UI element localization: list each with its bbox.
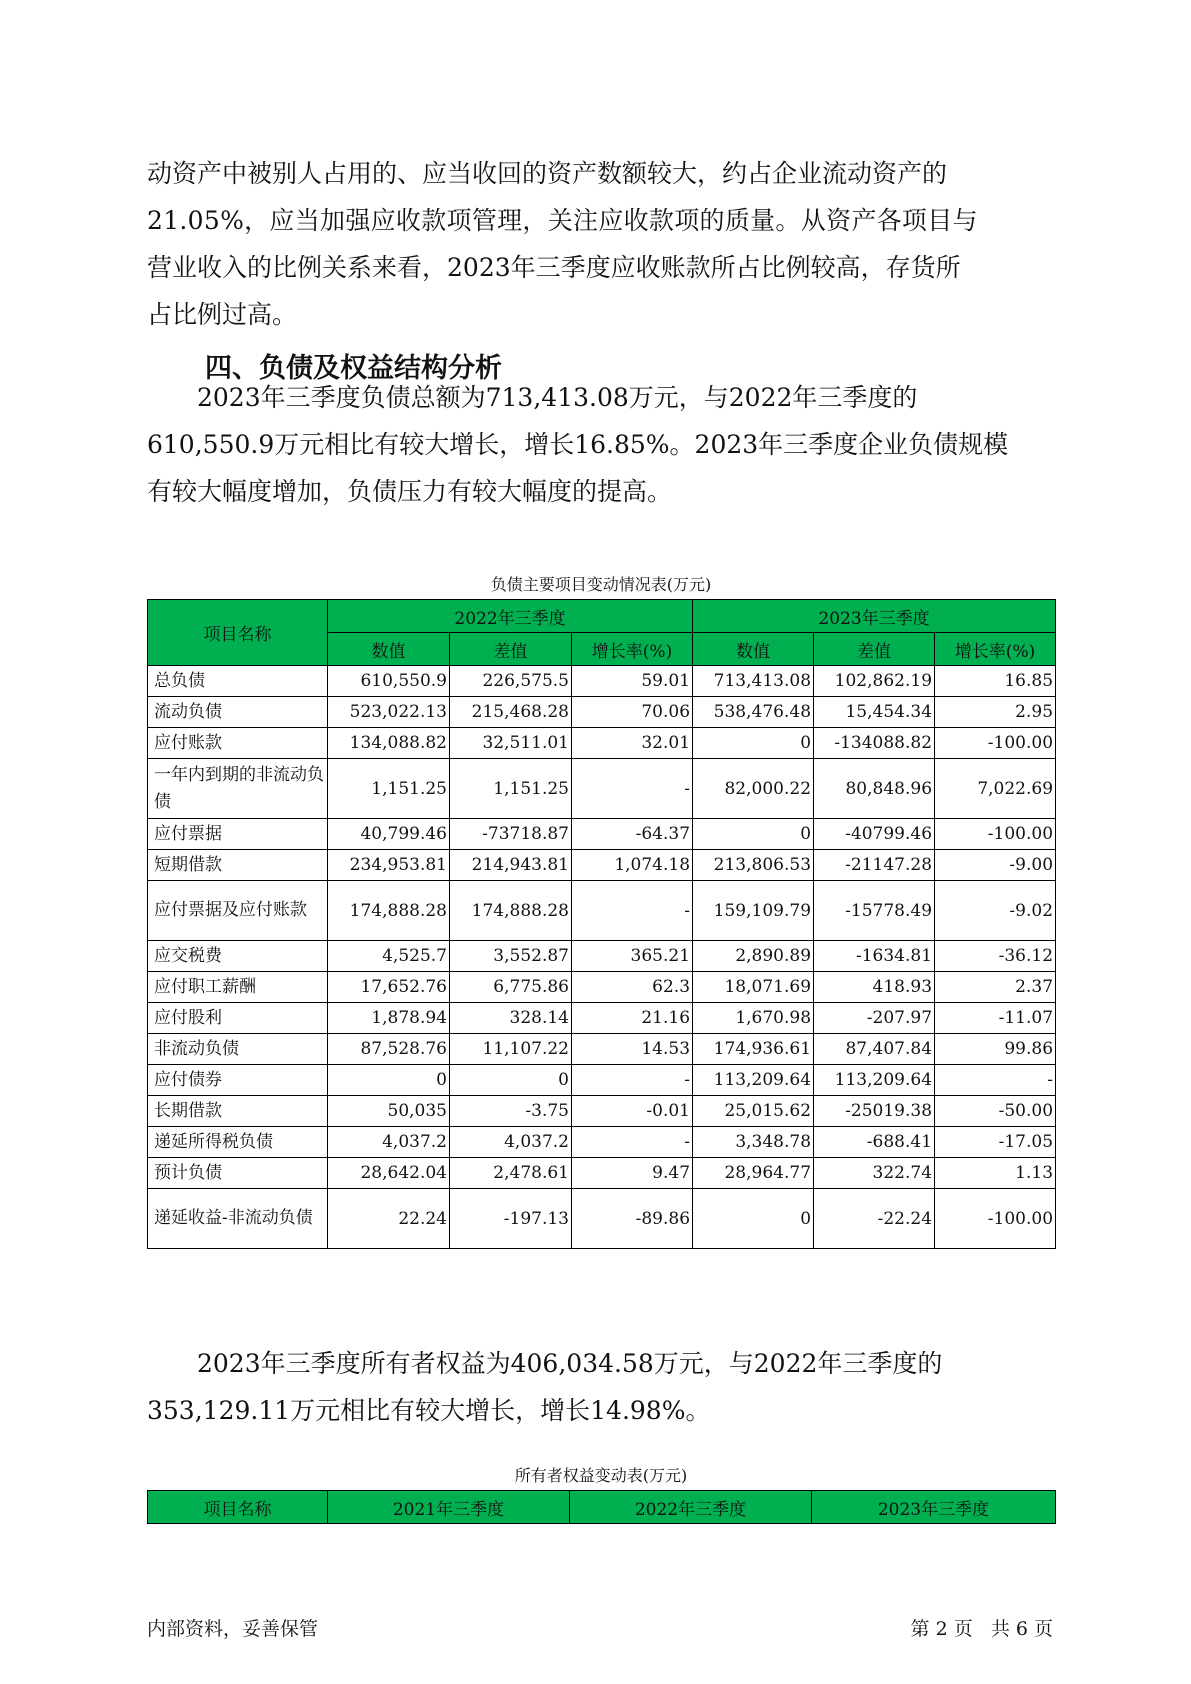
row-label: 应交税费 (148, 941, 328, 972)
text-line: 占比例过高。 (147, 300, 298, 329)
table-cell: -36.12 (935, 941, 1056, 972)
column-header-value: 数值 (693, 633, 814, 666)
text-line: 动资产中被别人占用的、应当收回的资产数额较大，约占企业流动资产的 (147, 159, 948, 188)
table-caption-equity: 所有者权益变动表(万元) (514, 1466, 688, 1485)
table-cell: 0 (693, 728, 814, 759)
table-cell: 1.13 (935, 1158, 1056, 1189)
table-row (148, 819, 1056, 850)
table-cell: 418.93 (814, 972, 935, 1003)
table-cell: - (935, 1065, 1056, 1096)
table-cell: -89.86 (572, 1189, 693, 1249)
table-cell: 134,088.82 (328, 728, 450, 759)
text-line: 有较大幅度增加，负债压力有较大幅度的提高。 (147, 477, 673, 506)
table-cell: 99.86 (935, 1034, 1056, 1065)
text-line: 2023年三季度所有者权益为406,034.58万元，与2022年三季度的 (197, 1349, 943, 1378)
column-group-2023: 2023年三季度 (693, 600, 1056, 633)
table-cell: -15778.49 (814, 881, 935, 941)
table-cell: -9.02 (935, 881, 1056, 941)
table-cell: -0.01 (572, 1096, 693, 1127)
table-cell: 213,806.53 (693, 850, 814, 881)
column-header-item-name: 项目名称 (148, 600, 328, 666)
table-row (148, 1065, 1056, 1096)
column-header-growth-rate: 增长率(%) (935, 633, 1056, 666)
table-cell: -25019.38 (814, 1096, 935, 1127)
table-row (148, 881, 1056, 941)
table-cell: 0 (693, 819, 814, 850)
table-cell: -100.00 (935, 1189, 1056, 1249)
table-cell: 523,022.13 (328, 697, 450, 728)
table-cell: -40799.46 (814, 819, 935, 850)
table-cell: 62.3 (572, 972, 693, 1003)
table-cell: 214,943.81 (450, 850, 572, 881)
table-cell: 0 (450, 1065, 572, 1096)
table-cell: 4,525.7 (328, 941, 450, 972)
row-label: 长期借款 (148, 1096, 328, 1127)
table-cell: 25,015.62 (693, 1096, 814, 1127)
footer-confidential: 内部资料，妥善保管 (147, 1618, 319, 1640)
column-header-2021: 2021年三季度 (328, 1491, 570, 1524)
table-cell: 2.95 (935, 697, 1056, 728)
table-cell: 174,936.61 (693, 1034, 814, 1065)
table-cell: 14.53 (572, 1034, 693, 1065)
table-cell: 22.24 (328, 1189, 450, 1249)
table-cell: 2,478.61 (450, 1158, 572, 1189)
row-label: 应付账款 (148, 728, 328, 759)
row-label: 应付股利 (148, 1003, 328, 1034)
table-row (148, 1189, 1056, 1249)
section-heading: 四、负债及权益结构分析 (205, 353, 502, 384)
table-cell: 113,209.64 (814, 1065, 935, 1096)
text-line: 610,550.9万元相比有较大增长，增长16.85%。2023年三季度企业负债规模 (147, 430, 1009, 459)
table-cell: -3.75 (450, 1096, 572, 1127)
table-cell: 7,022.69 (935, 759, 1056, 819)
text-line: 21.05%，应当加强应收款项管理，关注应收款项的质量。从资产各项目与 (147, 206, 978, 235)
column-header-2022: 2022年三季度 (570, 1491, 812, 1524)
table-cell: 4,037.2 (328, 1127, 450, 1158)
table-cell: 538,476.48 (693, 697, 814, 728)
table-row (148, 1158, 1056, 1189)
table-cell: 28,642.04 (328, 1158, 450, 1189)
table-cell: 18,071.69 (693, 972, 814, 1003)
table-cell: -17.05 (935, 1127, 1056, 1158)
table-cell: 21.16 (572, 1003, 693, 1034)
text-line: 353,129.11万元相比有较大增长，增长14.98%。 (147, 1396, 711, 1425)
table-cell: -134088.82 (814, 728, 935, 759)
table-cell: 17,652.76 (328, 972, 450, 1003)
table-row (148, 759, 1056, 819)
table-cell: 87,407.84 (814, 1034, 935, 1065)
table-cell: -50.00 (935, 1096, 1056, 1127)
column-header-difference: 差值 (814, 633, 935, 666)
table-cell: 50,035 (328, 1096, 450, 1127)
table-row (148, 850, 1056, 881)
table-cell: - (572, 1127, 693, 1158)
table-cell: 0 (693, 1189, 814, 1249)
table-cell: 9.47 (572, 1158, 693, 1189)
table-cell: 40,799.46 (328, 819, 450, 850)
table-cell: 28,964.77 (693, 1158, 814, 1189)
table-cell: 3,552.87 (450, 941, 572, 972)
table-cell: 80,848.96 (814, 759, 935, 819)
text-line: 2023年三季度负债总额为713,413.08万元，与2022年三季度的 (197, 383, 918, 412)
row-label: 总负债 (148, 666, 328, 697)
row-label: 流动负债 (148, 697, 328, 728)
table-cell: - (572, 1065, 693, 1096)
table-cell: 70.06 (572, 697, 693, 728)
table-cell: 6,775.86 (450, 972, 572, 1003)
table-cell: -197.13 (450, 1189, 572, 1249)
table-cell: -207.97 (814, 1003, 935, 1034)
table-cell: 87,528.76 (328, 1034, 450, 1065)
table-cell: -11.07 (935, 1003, 1056, 1034)
table-cell: 234,953.81 (328, 850, 450, 881)
table-row (148, 728, 1056, 759)
table-cell: 713,413.08 (693, 666, 814, 697)
table-cell: 59.01 (572, 666, 693, 697)
footer-page-number: 第 2 页 共 6 页 (910, 1618, 1053, 1640)
row-label: 递延所得税负债 (148, 1127, 328, 1158)
paragraph-asset-analysis (147, 150, 1047, 338)
column-header-value: 数值 (328, 633, 450, 666)
table-row (148, 1127, 1056, 1158)
table-cell: -9.00 (935, 850, 1056, 881)
column-header-difference: 差值 (450, 633, 572, 666)
table-cell: 102,862.19 (814, 666, 935, 697)
row-label: 应付职工薪酬 (148, 972, 328, 1003)
column-header-2023: 2023年三季度 (812, 1491, 1056, 1524)
table-row (148, 1096, 1056, 1127)
paragraph-liability-summary (147, 374, 1047, 515)
row-label: 应付票据及应付账款 (148, 881, 328, 941)
table-row (148, 941, 1056, 972)
table-cell: 16.85 (935, 666, 1056, 697)
table-cell: 15,454.34 (814, 697, 935, 728)
table-row (148, 697, 1056, 728)
table-cell: -688.41 (814, 1127, 935, 1158)
table-cell: 328.14 (450, 1003, 572, 1034)
row-label: 预计负债 (148, 1158, 328, 1189)
table-cell: 159,109.79 (693, 881, 814, 941)
row-label: 短期借款 (148, 850, 328, 881)
column-group-2022: 2022年三季度 (328, 600, 693, 633)
table-cell: 610,550.9 (328, 666, 450, 697)
table-cell: -73718.87 (450, 819, 572, 850)
paragraph-equity-summary (147, 1340, 1047, 1434)
table-row (148, 1003, 1056, 1034)
table-cell: -1634.81 (814, 941, 935, 972)
column-header-growth-rate: 增长率(%) (572, 633, 693, 666)
table-cell: - (572, 881, 693, 941)
table-cell: 1,878.94 (328, 1003, 450, 1034)
table-cell: -64.37 (572, 819, 693, 850)
table-cell: 2,890.89 (693, 941, 814, 972)
table-cell: 0 (328, 1065, 450, 1096)
table-cell: 226,575.5 (450, 666, 572, 697)
table-row (148, 666, 1056, 697)
table-cell: 174,888.28 (450, 881, 572, 941)
table-cell: -100.00 (935, 728, 1056, 759)
table-cell: 1,074.18 (572, 850, 693, 881)
table-cell: 1,151.25 (328, 759, 450, 819)
table-cell: 1,670.98 (693, 1003, 814, 1034)
table-cell: 174,888.28 (328, 881, 450, 941)
row-label: 应付债券 (148, 1065, 328, 1096)
table-cell: 3,348.78 (693, 1127, 814, 1158)
table-cell: 215,468.28 (450, 697, 572, 728)
row-label: 递延收益-非流动负债 (148, 1189, 328, 1249)
table-cell: -100.00 (935, 819, 1056, 850)
table-cell: 82,000.22 (693, 759, 814, 819)
table-cell: 2.37 (935, 972, 1056, 1003)
row-label: 一年内到期的非流动负债 (148, 759, 328, 819)
table-cell: 113,209.64 (693, 1065, 814, 1096)
table-cell: 322.74 (814, 1158, 935, 1189)
row-label: 非流动负债 (148, 1034, 328, 1065)
row-label: 应付票据 (148, 819, 328, 850)
table-caption-liabilities: 负债主要项目变动情况表(万元) (490, 575, 712, 594)
table-row (148, 1034, 1056, 1065)
table-cell: 365.21 (572, 941, 693, 972)
table-cell: -22.24 (814, 1189, 935, 1249)
table-cell: 4,037.2 (450, 1127, 572, 1158)
table-cell: -21147.28 (814, 850, 935, 881)
table-row (148, 972, 1056, 1003)
column-header-item-name: 项目名称 (148, 1491, 328, 1524)
table-cell: 11,107.22 (450, 1034, 572, 1065)
text-line: 营业收入的比例关系来看，2023年三季度应收账款所占比例较高，存货所 (147, 253, 961, 282)
table-cell: 32,511.01 (450, 728, 572, 759)
table-cell: 1,151.25 (450, 759, 572, 819)
table-cell: - (572, 759, 693, 819)
liabilities-table (147, 599, 1056, 1249)
equity-table (147, 1490, 1056, 1524)
table-cell: 32.01 (572, 728, 693, 759)
